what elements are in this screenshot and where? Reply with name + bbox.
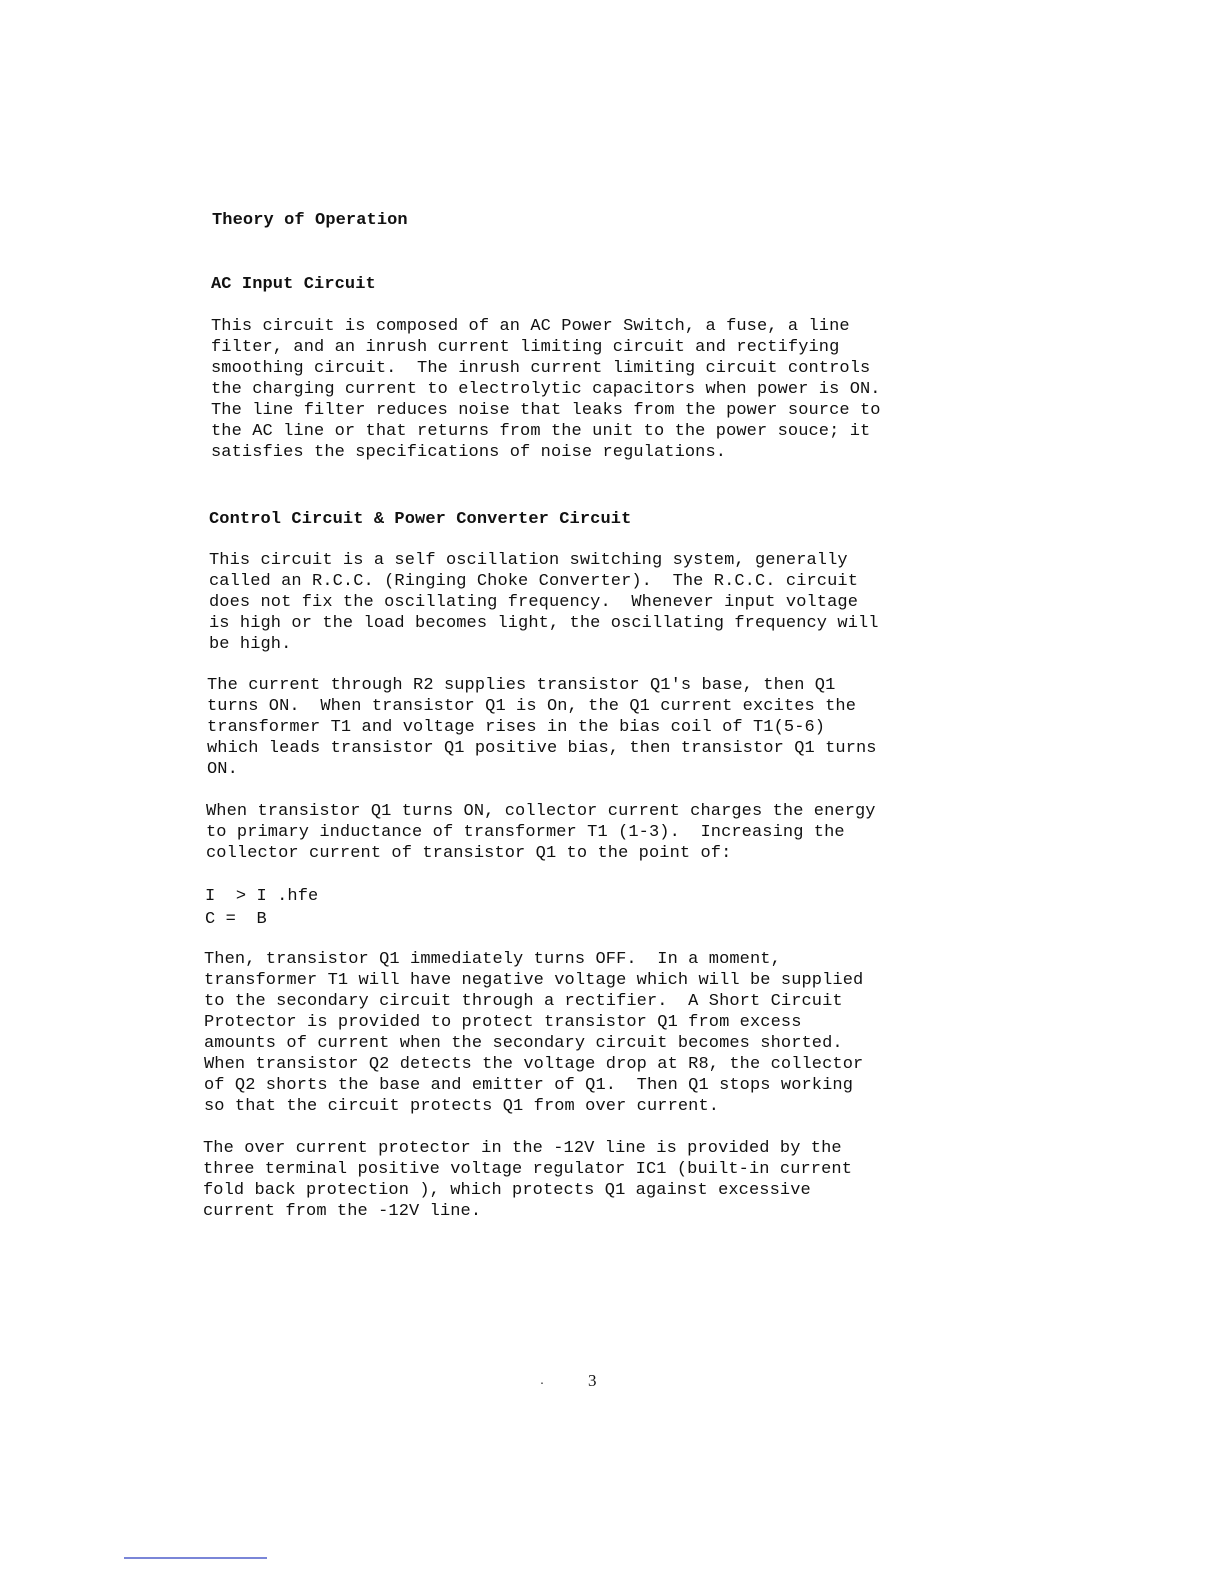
paragraph-over-current-protector: The over current protector in the -12V line is provided by the three terminal positive voltage regulator IC1 (built-in current fold back protection ), which protects Q1 against excessive current from the -12V line. (203, 1139, 853, 1221)
paragraph-rcc-description: This circuit is a self oscillation switching system, generally called an R.C.C. (Ringing Choke Converter). The R.C.C. circuit does not fix the oscillating frequency. Whenever input voltage is high or the load becomes light, the oscillating frequency will be high. (209, 551, 879, 654)
formula-ic-ib-hfe: I > I .hfe C = B (205, 887, 319, 929)
paragraph-r2-current: The current through R2 supplies transistor Q1's base, then Q1 turns ON. When transistor Q1 is On, the Q1 current excites the transformer T1 and voltage rises in the bias coil of T1(5-6) which leads transistor Q1 positive bias, then transistor Q1 turns ON. (207, 676, 877, 779)
section-heading-control-circuit: Control Circuit & Power Converter Circuit (209, 510, 632, 529)
paragraph-ac-input: This circuit is composed of an AC Power Switch, a fuse, a line filter, and an inrush current limiting circuit and rectifying smoothing circuit. The inrush current limiting circuit controls the charging current to electrolytic capacitors when power is ON. The line filter reduces noise that leaks from the power source to the AC line or that returns from the unit to the power souce; it satisfies the specifications of noise regulations. (211, 317, 881, 462)
page-title: Theory of Operation (212, 211, 408, 230)
page-number: 3 (588, 1371, 597, 1390)
paragraph-short-circuit-protector: Then, transistor Q1 immediately turns OFF. In a moment, transformer T1 will have negative voltage which will be supplied to the secondary circuit through a rectifier. A Short Circuit Protector is provided to protect transistor Q1 from excess amounts of current when the secondary circuit becomes shorted. When transistor Q2 detects the voltage drop at R8, the collector of Q2 shorts the base and emitter of Q1. Then Q1 stops working so that the circuit protects Q1 from over current. (204, 950, 864, 1116)
stray-mark: . (539, 1377, 546, 1388)
paragraph-collector-current: When transistor Q1 turns ON, collector current charges the energy to primary inductance of transformer T1 (1-3). Increasing the collector current of transistor Q1 to the point of: (206, 802, 876, 863)
footnote-divider (124, 1557, 267, 1559)
section-heading-ac-input: AC Input Circuit (211, 275, 376, 294)
